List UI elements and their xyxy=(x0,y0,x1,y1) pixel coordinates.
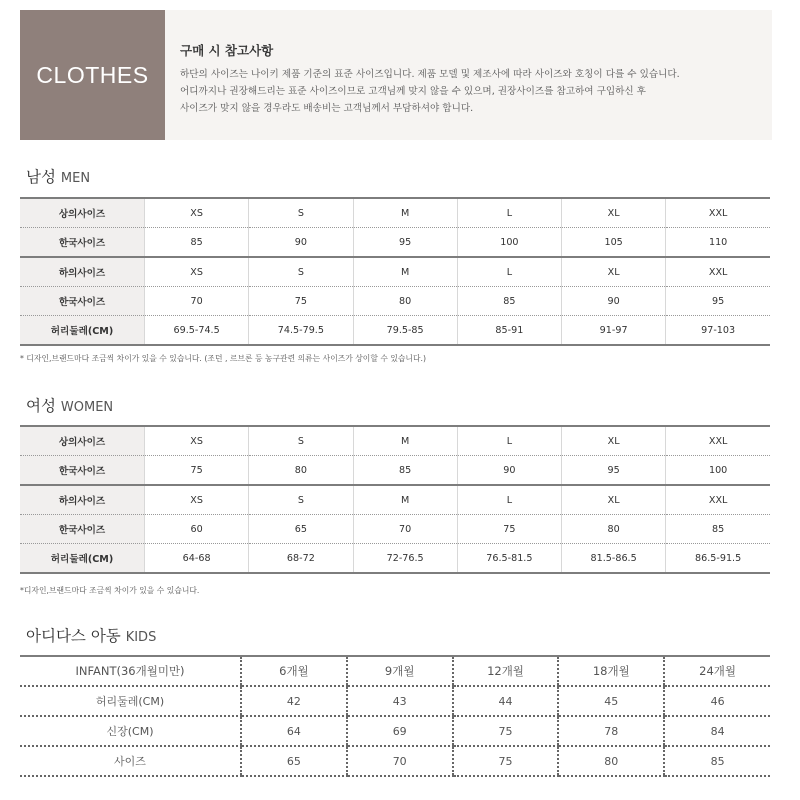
table-cell: 85 xyxy=(353,456,457,486)
table-cell: 허리둘레(CM) xyxy=(20,686,241,716)
table-cell: XL xyxy=(562,426,666,456)
table-row xyxy=(20,746,770,776)
notice-line: 하단의 사이즈는 나이키 제품 기준의 표준 사이즈입니다. 제품 모델 및 제조사에 따라 사이즈와 호칭이 다를 수 있습니다. xyxy=(180,69,680,80)
table-row xyxy=(20,485,770,515)
table-cell: L xyxy=(457,485,561,515)
table-cell: XS xyxy=(145,198,249,228)
table-cell: 80 xyxy=(558,746,664,776)
men-title-ko: 남성 xyxy=(26,168,56,186)
table-cell: 9개월 xyxy=(347,656,453,686)
table-cell: XL xyxy=(562,257,666,287)
table-cell: 허리둘레(CM) xyxy=(20,544,145,574)
table-cell: 80 xyxy=(562,515,666,544)
table-cell: 85 xyxy=(664,746,770,776)
women-section-title xyxy=(26,394,113,416)
table-row xyxy=(20,287,770,316)
table-cell: 70 xyxy=(353,515,457,544)
table-cell: 95 xyxy=(562,456,666,486)
table-cell: 18개월 xyxy=(558,656,664,686)
table-cell: 12개월 xyxy=(453,656,559,686)
table-cell: 85 xyxy=(145,228,249,258)
table-cell: 46 xyxy=(664,686,770,716)
kids-title-en: KIDS xyxy=(125,630,157,645)
table-cell: 85-91 xyxy=(457,316,561,346)
women-title-en: WOMEN xyxy=(60,400,114,415)
notice-title: 구매 시 참고사항 xyxy=(180,43,274,58)
kids-size-table xyxy=(20,655,770,777)
table-cell: 64-68 xyxy=(145,544,249,574)
table-cell: 80 xyxy=(249,456,353,486)
table-cell: 100 xyxy=(457,228,561,258)
table-cell: XXL xyxy=(666,485,770,515)
table-cell: 72-76.5 xyxy=(353,544,457,574)
table-cell: M xyxy=(353,426,457,456)
table-cell: 75 xyxy=(249,287,353,316)
notice-line: 어디까지나 권장해드리는 표준 사이즈이므로 고객님께 맞지 않을 수 있으며, 권장사이즈를 참고하여 구입하신 후 xyxy=(180,86,646,97)
table-cell: XL xyxy=(562,485,666,515)
table-cell: 78 xyxy=(558,716,664,746)
table-cell: 허리둘레(CM) xyxy=(20,316,145,346)
men-section-title xyxy=(26,165,90,187)
table-cell: 44 xyxy=(453,686,559,716)
table-cell: 75 xyxy=(457,515,561,544)
table-cell: 한국사이즈 xyxy=(20,228,145,258)
notice-text xyxy=(180,66,680,117)
table-cell: 95 xyxy=(666,287,770,316)
table-cell: 43 xyxy=(347,686,453,716)
table-cell: XXL xyxy=(666,257,770,287)
table-cell: 상의사이즈 xyxy=(20,426,145,456)
table-cell: 45 xyxy=(558,686,664,716)
table-cell: 110 xyxy=(666,228,770,258)
table-row xyxy=(20,716,770,746)
table-cell: M xyxy=(353,485,457,515)
table-cell: 81.5-86.5 xyxy=(562,544,666,574)
table-cell: 85 xyxy=(666,515,770,544)
table-cell: L xyxy=(457,257,561,287)
women-footnote: *디자인,브랜드마다 조금씩 차이가 있을 수 있습니다. xyxy=(20,586,200,595)
table-cell: 70 xyxy=(145,287,249,316)
table-cell: 64 xyxy=(241,716,347,746)
table-row xyxy=(20,544,770,574)
table-cell: 86.5-91.5 xyxy=(666,544,770,574)
table-cell: 97-103 xyxy=(666,316,770,346)
table-cell: 60 xyxy=(145,515,249,544)
table-cell: 70 xyxy=(347,746,453,776)
table-cell: L xyxy=(457,426,561,456)
kids-title-ko: 아디다스 아동 xyxy=(26,627,121,645)
table-cell: XS xyxy=(145,426,249,456)
table-cell: XS xyxy=(145,485,249,515)
men-size-table xyxy=(20,197,770,346)
table-row xyxy=(20,257,770,287)
table-cell: 6개월 xyxy=(241,656,347,686)
table-cell: XXL xyxy=(666,426,770,456)
table-cell: 68-72 xyxy=(249,544,353,574)
table-cell: M xyxy=(353,257,457,287)
table-cell: 95 xyxy=(353,228,457,258)
table-cell: 한국사이즈 xyxy=(20,515,145,544)
table-cell: 74.5-79.5 xyxy=(249,316,353,346)
table-cell: XS xyxy=(145,257,249,287)
table-cell: 90 xyxy=(562,287,666,316)
table-cell: XL xyxy=(562,198,666,228)
table-cell: 105 xyxy=(562,228,666,258)
table-cell: L xyxy=(457,198,561,228)
table-cell: 69.5-74.5 xyxy=(145,316,249,346)
table-cell: 80 xyxy=(353,287,457,316)
table-cell: S xyxy=(249,257,353,287)
table-row xyxy=(20,426,770,456)
table-cell: INFANT(36개월미만) xyxy=(20,656,241,686)
table-cell: 한국사이즈 xyxy=(20,287,145,316)
table-cell: 사이즈 xyxy=(20,746,241,776)
table-cell: 한국사이즈 xyxy=(20,456,145,486)
women-title-ko: 여성 xyxy=(26,397,56,415)
kids-section-title xyxy=(26,624,156,646)
table-cell: 100 xyxy=(666,456,770,486)
women-size-table xyxy=(20,425,770,574)
table-cell: 상의사이즈 xyxy=(20,198,145,228)
table-cell: S xyxy=(249,198,353,228)
table-cell: S xyxy=(249,485,353,515)
table-cell: 75 xyxy=(145,456,249,486)
table-cell: 91-97 xyxy=(562,316,666,346)
table-cell: 신장(CM) xyxy=(20,716,241,746)
table-row xyxy=(20,316,770,346)
table-row xyxy=(20,456,770,486)
table-cell: 65 xyxy=(241,746,347,776)
table-cell: S xyxy=(249,426,353,456)
table-row xyxy=(20,198,770,228)
clothes-brand-label: CLOTHES xyxy=(20,10,165,140)
men-footnote: * 디자인,브랜드마다 조금씩 차이가 있을 수 있습니다. (조던 , 르브론 등 농구관련 의류는 사이즈가 상이할 수 있습니다.) xyxy=(20,354,427,363)
table-cell: 24개월 xyxy=(664,656,770,686)
table-row xyxy=(20,228,770,258)
table-row xyxy=(20,515,770,544)
table-cell: 85 xyxy=(457,287,561,316)
men-title-en: MEN xyxy=(60,171,91,186)
notice-line: 사이즈가 맞지 않을 경우라도 배송비는 고객님께서 부담하셔야 합니다. xyxy=(180,103,474,114)
table-cell: 하의사이즈 xyxy=(20,485,145,515)
table-cell: M xyxy=(353,198,457,228)
table-cell: 90 xyxy=(249,228,353,258)
table-cell: XXL xyxy=(666,198,770,228)
table-cell: 하의사이즈 xyxy=(20,257,145,287)
notice-header xyxy=(20,10,772,140)
table-cell: 84 xyxy=(664,716,770,746)
table-row xyxy=(20,656,770,686)
table-cell: 79.5-85 xyxy=(353,316,457,346)
table-cell: 75 xyxy=(453,716,559,746)
table-cell: 69 xyxy=(347,716,453,746)
table-cell: 75 xyxy=(453,746,559,776)
table-cell: 42 xyxy=(241,686,347,716)
table-cell: 65 xyxy=(249,515,353,544)
table-row xyxy=(20,686,770,716)
table-cell: 76.5-81.5 xyxy=(457,544,561,574)
table-cell: 90 xyxy=(457,456,561,486)
